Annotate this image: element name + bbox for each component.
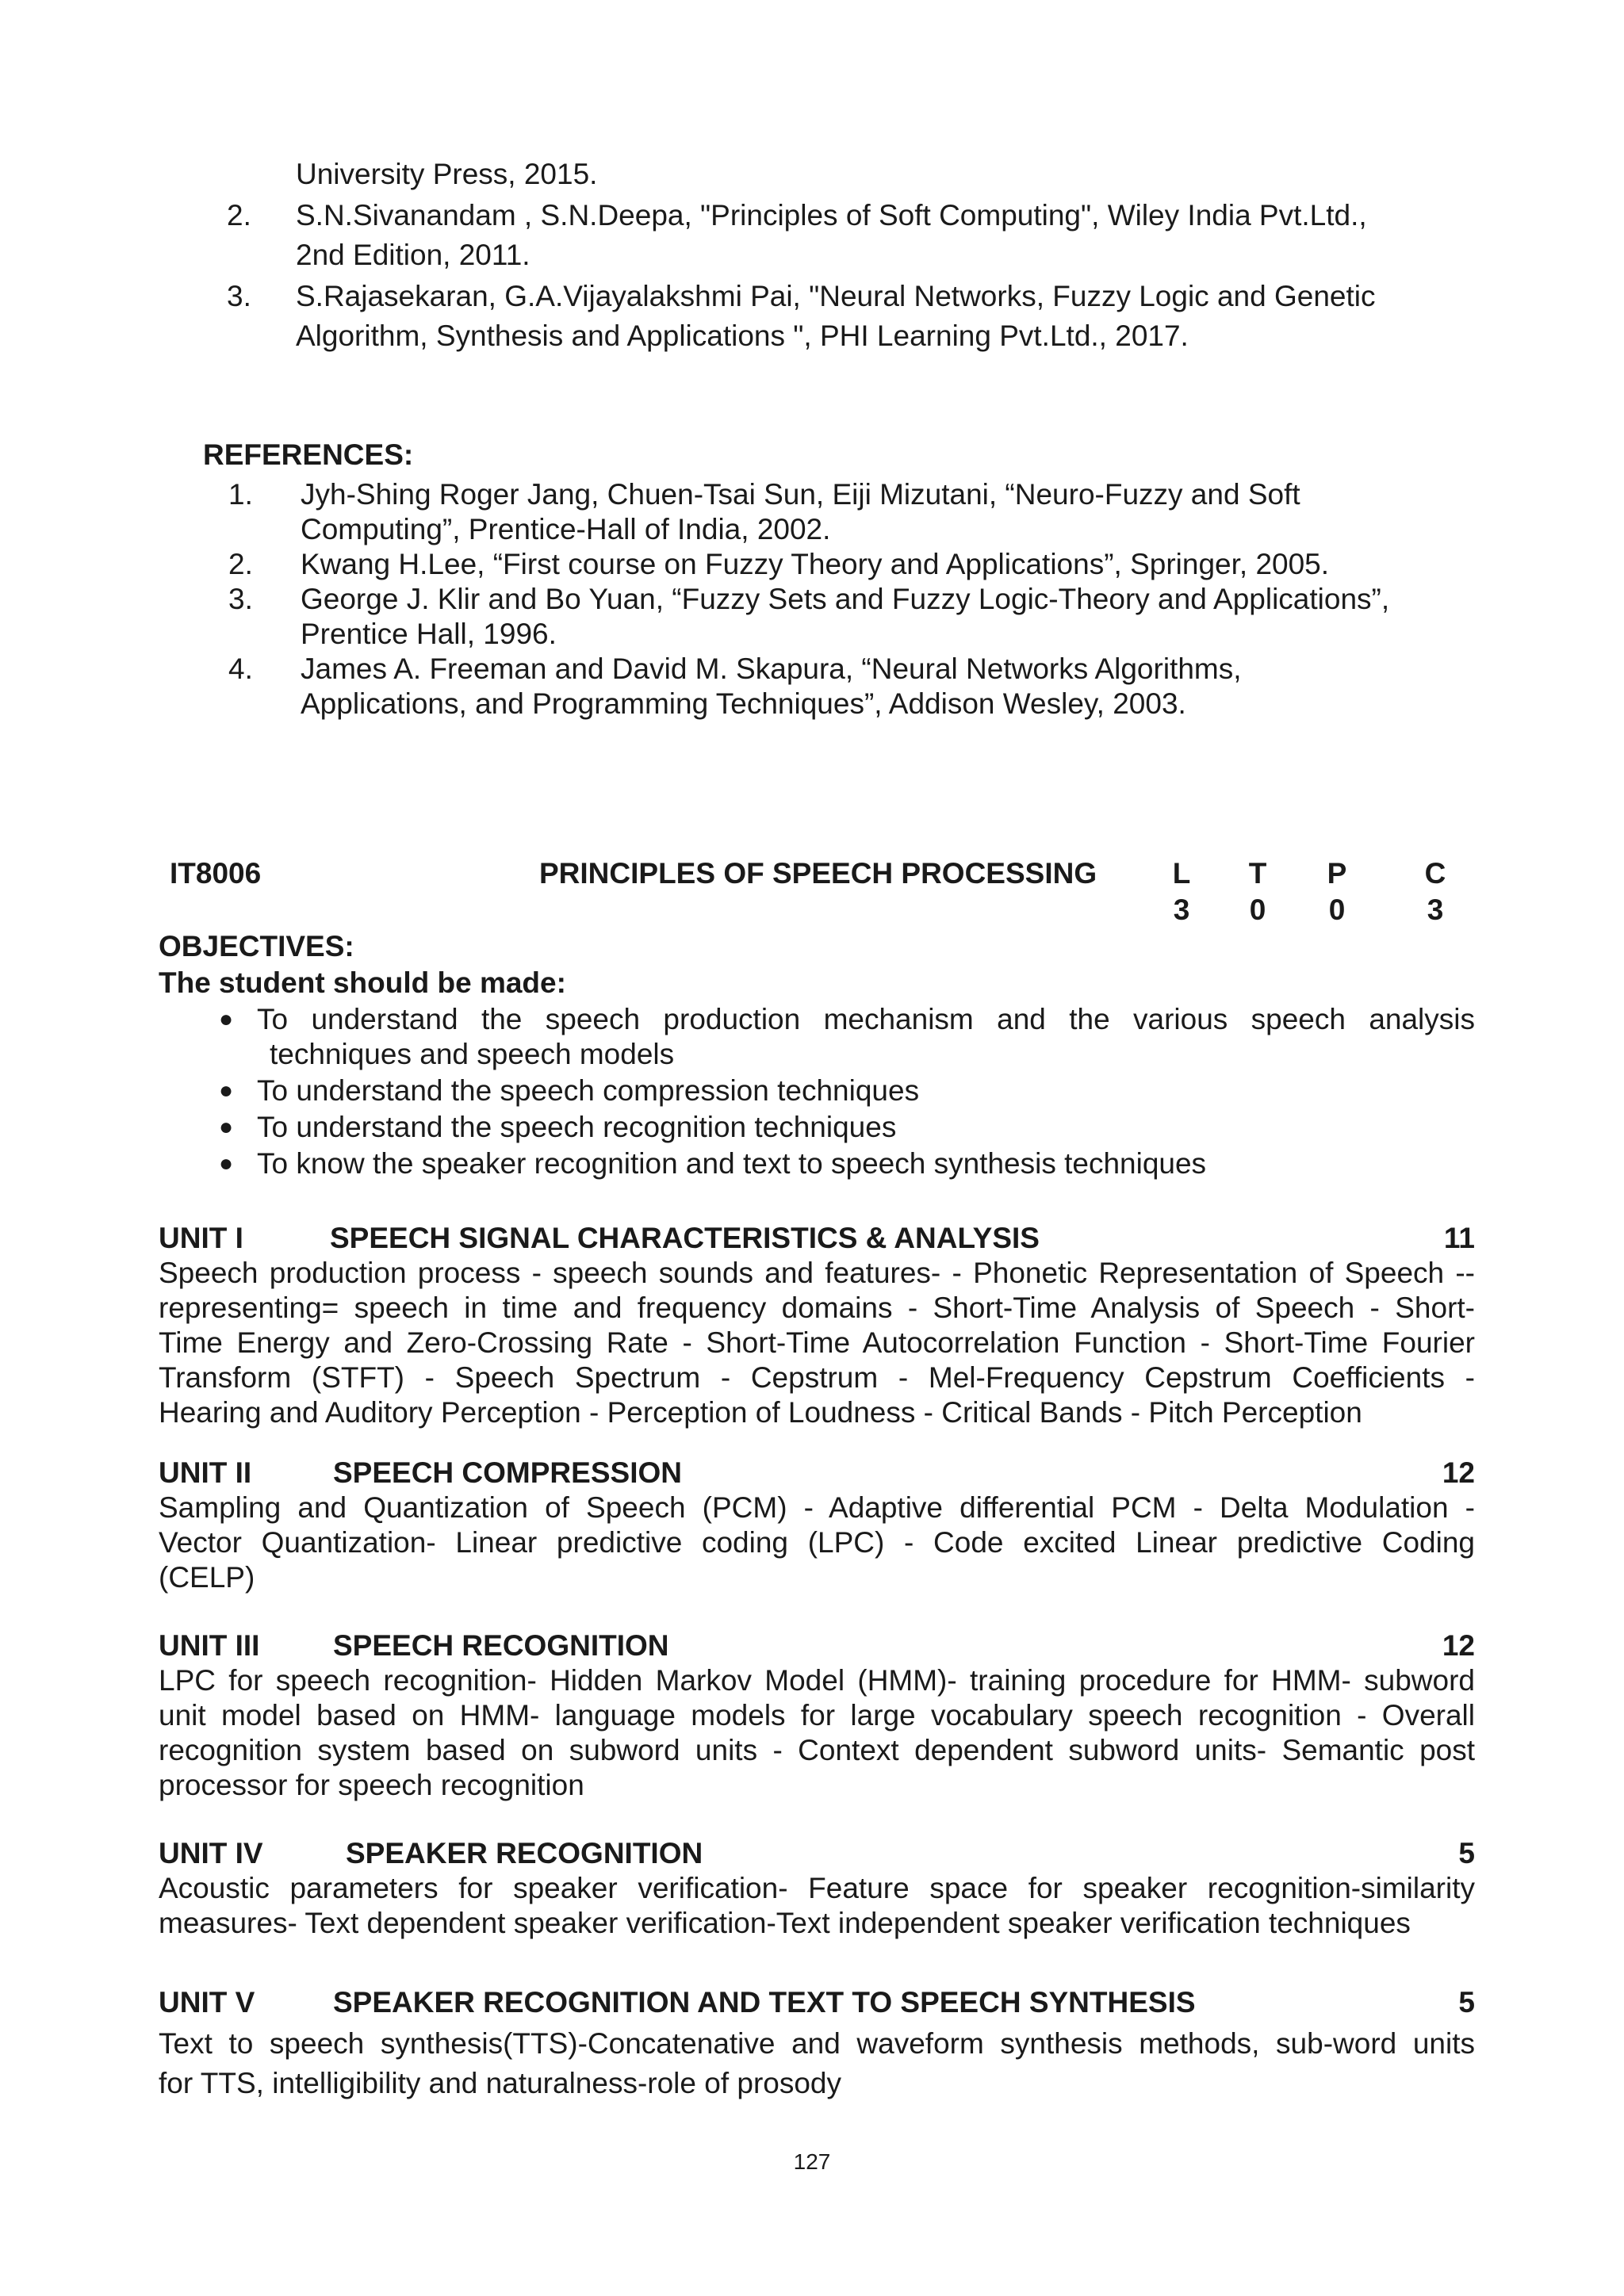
unit-content-line: for TTS, intelligibility and naturalness-role of prosody [159,2067,842,2099]
unit-content-line: Hearing and Auditory Perception - Perception of Loudness - Critical Bands - Pitch Perception [159,1396,1362,1429]
unit-title: SPEAKER RECOGNITION AND TEXT TO SPEECH SYNTHESIS [333,1986,1196,2019]
unit-hours: 12 [1442,1456,1475,1489]
ltpc-value-c: 3 [1427,894,1444,926]
textbook-3-line: Algorithm, Synthesis and Applications ", PHI Learning Pvt.Ltd., 2017. [296,320,1189,352]
reference-item: Computing”, Prentice-Hall of India, 2002. [301,513,831,545]
textbook-3-line: S.Rajasekaran, G.A.Vijayalakshmi Pai, "Neural Networks, Fuzzy Logic and Genetic [296,280,1376,312]
unit-title: SPEECH SIGNAL CHARACTERISTICS & ANALYSIS [330,1222,1040,1254]
reference-number: 4. [228,652,253,685]
textbook-2-line: S.N.Sivanandam , S.N.Deepa, "Principles of Soft Computing", Wiley India Pvt.Ltd., [296,199,1367,232]
objective-item: To understand the speech recognition techniques [257,1111,897,1143]
bullet-icon: ● [219,1077,234,1104]
unit-content-line: Vector Quantization- Linear predictive coding (LPC) - Code excited Linear predictive Coding [159,1526,1475,1559]
objective-item: To know the speaker recognition and text to speech synthesis techniques [257,1147,1207,1180]
reference-number: 2. [228,548,253,580]
reference-item: James A. Freeman and David M. Skapura, “Neural Networks Algorithms, [301,652,1242,685]
reference-item: Jyh-Shing Roger Jang, Chuen-Tsai Sun, Eiji Mizutani, “Neuro-Fuzzy and Soft [301,478,1300,511]
ltpc-value-t: 0 [1249,894,1266,926]
ltpc-value-l: 3 [1173,894,1190,926]
unit-title: SPEECH RECOGNITION [333,1629,669,1662]
bullet-icon: ● [219,1006,234,1032]
bullet-icon: ● [219,1114,234,1140]
textbook-1-continued: University Press, 2015. [296,158,598,190]
ltpc-value-p: 0 [1328,894,1346,926]
unit-content-line: unit model based on HMM- language models for large vocabulary speech recognition - Overall [159,1699,1475,1732]
objectives-subheading: The student should be made: [159,966,566,999]
course-title: PRINCIPLES OF SPEECH PROCESSING [539,857,1097,890]
unit-hours: 11 [1443,1222,1475,1254]
unit-id: UNIT I [159,1222,243,1254]
objective-item: To understand the speech production mechanism and the various speech analysis [257,1003,1475,1035]
objective-item: techniques and speech models [270,1038,675,1070]
unit-content-line: Sampling and Quantization of Speech (PCM) - Adaptive differential PCM - Delta Modulation - [159,1491,1475,1524]
ltpc-label-p: P [1327,857,1347,890]
unit-hours: 5 [1458,1837,1475,1869]
objectives-heading: OBJECTIVES: [159,930,354,962]
course-code: IT8006 [170,857,262,890]
ltpc-label-l: L [1172,857,1191,890]
reference-item: Kwang H.Lee, “First course on Fuzzy Theory and Applications”, Springer, 2005. [301,548,1330,580]
textbook-number: 3. [227,280,251,312]
unit-id: UNIT IV [159,1837,263,1869]
page-number: 127 [793,2149,831,2174]
reference-number: 3. [228,583,253,615]
unit-content-line: LPC for speech recognition- Hidden Markov Model (HMM)- training procedure for HMM- subword [159,1664,1475,1697]
unit-id: UNIT III [159,1629,260,1662]
bullet-icon: ● [219,1150,234,1177]
references-heading: REFERENCES: [203,438,414,471]
unit-content-line: Time Energy and Zero-Crossing Rate - Short-Time Autocorrelation Function - Short-Time Fourier [159,1326,1475,1359]
reference-item: George J. Klir and Bo Yuan, “Fuzzy Sets and Fuzzy Logic-Theory and Applications”, [301,583,1390,615]
textbook-number: 2. [227,199,251,232]
unit-content-line: Acoustic parameters for speaker verification- Feature space for speaker recognition-similarity [159,1872,1475,1904]
objective-item: To understand the speech compression techniques [257,1074,920,1107]
unit-content-line: Speech production process - speech sounds and features- - Phonetic Representation of Speech -- [159,1257,1475,1289]
textbook-2-line: 2nd Edition, 2011. [296,239,530,271]
unit-content-line: (CELP) [159,1561,255,1594]
ltpc-label-c: C [1424,857,1446,890]
unit-title: SPEAKER RECOGNITION [346,1837,703,1869]
reference-item: Prentice Hall, 1996. [301,618,557,650]
ltpc-label-t: T [1248,857,1267,890]
unit-title: SPEECH COMPRESSION [333,1456,682,1489]
unit-hours: 5 [1458,1986,1475,2019]
unit-content-line: processor for speech recognition [159,1769,584,1801]
unit-id: UNIT V [159,1986,255,2019]
unit-content-line: recognition system based on subword units - Context dependent subword units- Semantic post [159,1734,1475,1766]
reference-number: 1. [228,478,253,511]
unit-content-line: Transform (STFT) - Speech Spectrum - Cepstrum - Mel-Frequency Cepstrum Coefficients - [159,1361,1475,1394]
unit-content-line: Text to speech synthesis(TTS)-Concatenative and waveform synthesis methods, sub-word units [159,2027,1475,2060]
reference-item: Applications, and Programming Techniques”, Addison Wesley, 2003. [301,687,1186,720]
unit-content-line: measures- Text dependent speaker verification-Text independent speaker verification techniques [159,1907,1411,1939]
unit-hours: 12 [1442,1629,1475,1662]
unit-content-line: representing= speech in time and frequency domains - Short-Time Analysis of Speech - Short- [159,1292,1475,1324]
unit-id: UNIT II [159,1456,252,1489]
